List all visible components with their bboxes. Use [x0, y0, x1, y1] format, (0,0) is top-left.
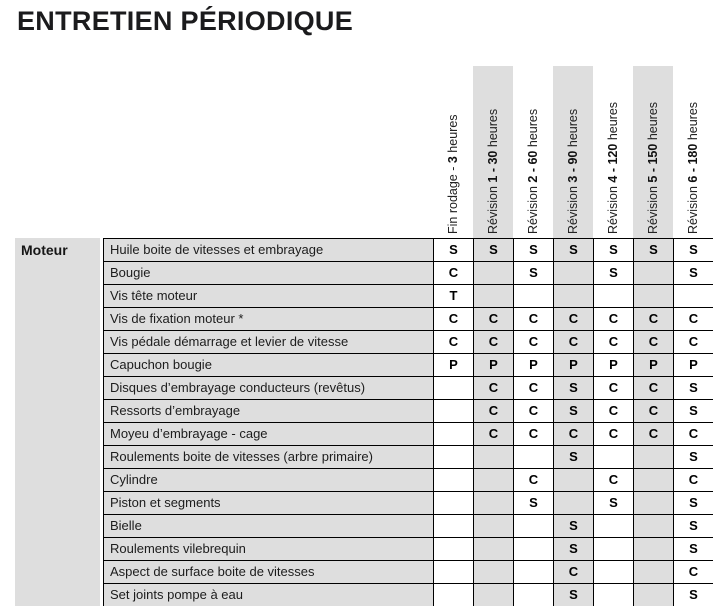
- interval-cell: [514, 561, 554, 584]
- interval-cell: P: [434, 354, 474, 377]
- page-title: ENTRETIEN PÉRIODIQUE: [17, 6, 354, 36]
- interval-cell: [554, 469, 594, 492]
- interval-cell: [634, 469, 674, 492]
- interval-cell: S: [554, 239, 594, 262]
- interval-cell: [474, 515, 514, 538]
- interval-cell: [474, 285, 514, 308]
- interval-cell: S: [674, 538, 713, 561]
- interval-cell: S: [674, 515, 713, 538]
- interval-cell: C: [634, 331, 674, 354]
- row-label: Piston et segments: [104, 492, 434, 515]
- interval-cell: S: [554, 584, 594, 606]
- row-label: Roulements vilebrequin: [104, 538, 434, 561]
- interval-cell: C: [674, 308, 713, 331]
- interval-cell: C: [514, 469, 554, 492]
- interval-cell: [474, 262, 514, 285]
- interval-cell: C: [634, 308, 674, 331]
- interval-cell: [514, 584, 554, 606]
- interval-cell: S: [674, 400, 713, 423]
- row-label: Roulements boite de vitesses (arbre primaire): [104, 446, 434, 469]
- interval-cell: [634, 538, 674, 561]
- interval-cell: C: [474, 331, 514, 354]
- interval-cell: [634, 584, 674, 606]
- row-label: Disques d’embrayage conducteurs (revêtus): [104, 377, 434, 400]
- column-header-text: Révision 1 - 30 heures: [486, 108, 500, 234]
- interval-cell: [634, 492, 674, 515]
- group-label: Moteur: [21, 242, 68, 258]
- interval-cell: [514, 446, 554, 469]
- interval-cell: [554, 285, 594, 308]
- column-header-text: Révision 2 - 60 heures: [526, 108, 540, 234]
- interval-cell: [514, 285, 554, 308]
- interval-cell: S: [674, 262, 713, 285]
- interval-cell: T: [434, 285, 474, 308]
- interval-cell: S: [674, 377, 713, 400]
- interval-cell: [594, 515, 634, 538]
- interval-cell: C: [474, 308, 514, 331]
- row-label: Bougie: [104, 262, 434, 285]
- interval-cell: [594, 285, 634, 308]
- interval-cell: [594, 446, 634, 469]
- interval-cell: S: [554, 446, 594, 469]
- interval-cell: [434, 584, 474, 606]
- column-header-text: Fin rodage - 3 heures: [446, 114, 460, 234]
- interval-cell: [434, 492, 474, 515]
- column-header-revision-5: [633, 66, 673, 238]
- row-label: Vis de fixation moteur *: [104, 308, 434, 331]
- row-label: Bielle: [104, 515, 434, 538]
- interval-cell: [634, 561, 674, 584]
- interval-cell: C: [434, 262, 474, 285]
- interval-cell: C: [514, 423, 554, 446]
- interval-cell: S: [594, 492, 634, 515]
- row-label: Huile boite de vitesses et embrayage: [104, 239, 434, 262]
- interval-cell: [434, 377, 474, 400]
- interval-cell: C: [674, 561, 713, 584]
- interval-cell: C: [594, 377, 634, 400]
- row-label: Vis pédale démarrage et levier de vitesse: [104, 331, 434, 354]
- interval-cell: C: [634, 377, 674, 400]
- column-header-text: Révision 6 - 180 heures: [686, 101, 700, 234]
- interval-cell: P: [514, 354, 554, 377]
- interval-cell: S: [514, 239, 554, 262]
- row-label: Set joints pompe à eau: [104, 584, 434, 606]
- row-label: Vis tête moteur: [104, 285, 434, 308]
- interval-cell: C: [594, 469, 634, 492]
- interval-cell: [634, 285, 674, 308]
- interval-cell: [514, 515, 554, 538]
- interval-cell: [634, 262, 674, 285]
- row-label: Aspect de surface boite de vitesses: [104, 561, 434, 584]
- interval-cell: [634, 446, 674, 469]
- interval-cell: [594, 538, 634, 561]
- interval-cell: S: [634, 239, 674, 262]
- interval-cell: [434, 400, 474, 423]
- group-column-moteur: [15, 238, 100, 606]
- interval-cell: P: [474, 354, 514, 377]
- interval-cell: C: [554, 331, 594, 354]
- interval-cell: C: [514, 331, 554, 354]
- interval-cell: C: [594, 331, 634, 354]
- interval-cell: [474, 492, 514, 515]
- interval-cell: S: [674, 239, 713, 262]
- row-label: Cylindre: [104, 469, 434, 492]
- interval-cell: S: [674, 492, 713, 515]
- interval-cell: C: [434, 308, 474, 331]
- interval-cell: C: [474, 400, 514, 423]
- column-header-revision-1: [473, 66, 513, 238]
- row-label: Moyeu d’embrayage - cage: [104, 423, 434, 446]
- interval-cell: C: [514, 308, 554, 331]
- interval-cell: [434, 515, 474, 538]
- interval-cell: [554, 262, 594, 285]
- interval-cell: S: [554, 377, 594, 400]
- column-header-revision-3: [553, 66, 593, 238]
- interval-cell: [474, 469, 514, 492]
- interval-cell: P: [594, 354, 634, 377]
- interval-cell: [434, 446, 474, 469]
- interval-cell: S: [674, 584, 713, 606]
- interval-cell: [434, 423, 474, 446]
- column-header-revision-4: [593, 66, 633, 238]
- interval-cell: C: [434, 331, 474, 354]
- interval-cell: [594, 584, 634, 606]
- interval-cell: S: [554, 515, 594, 538]
- interval-cell: S: [474, 239, 514, 262]
- interval-cell: C: [594, 308, 634, 331]
- interval-cell: [474, 538, 514, 561]
- interval-cell: [514, 538, 554, 561]
- interval-cell: P: [554, 354, 594, 377]
- row-label: Ressorts d’embrayage: [104, 400, 434, 423]
- interval-cell: C: [474, 423, 514, 446]
- column-header-text: Révision 3 - 90 heures: [566, 108, 580, 234]
- column-header-revision-2: [513, 66, 553, 238]
- interval-cell: S: [554, 400, 594, 423]
- interval-cell: S: [594, 262, 634, 285]
- interval-cell: C: [514, 377, 554, 400]
- interval-cell: C: [594, 423, 634, 446]
- interval-cell: C: [554, 308, 594, 331]
- interval-cell: [474, 561, 514, 584]
- interval-cell: [674, 285, 713, 308]
- column-header-fin-rodage: [433, 66, 473, 238]
- interval-cell: C: [634, 423, 674, 446]
- maintenance-table: [103, 238, 713, 606]
- column-header-revision-6: [673, 66, 713, 238]
- interval-cell: [474, 584, 514, 606]
- interval-cell: S: [554, 538, 594, 561]
- interval-cell: C: [594, 400, 634, 423]
- interval-cell: [554, 492, 594, 515]
- interval-cell: P: [634, 354, 674, 377]
- interval-cell: [434, 561, 474, 584]
- interval-cell: S: [514, 492, 554, 515]
- interval-cell: [474, 446, 514, 469]
- interval-cell: C: [514, 400, 554, 423]
- interval-cell: S: [514, 262, 554, 285]
- interval-cell: C: [674, 469, 713, 492]
- interval-cell: C: [554, 561, 594, 584]
- interval-cell: C: [674, 331, 713, 354]
- interval-cell: C: [474, 377, 514, 400]
- interval-cell: [434, 469, 474, 492]
- column-header-text: Révision 4 - 120 heures: [606, 101, 620, 234]
- interval-cell: [634, 515, 674, 538]
- interval-cell: S: [594, 239, 634, 262]
- interval-cell: C: [634, 400, 674, 423]
- interval-cell: S: [674, 446, 713, 469]
- interval-cell: [434, 538, 474, 561]
- interval-cell: S: [434, 239, 474, 262]
- interval-cell: [594, 561, 634, 584]
- row-label: Capuchon bougie: [104, 354, 434, 377]
- interval-cell: C: [674, 423, 713, 446]
- interval-cell: C: [554, 423, 594, 446]
- column-header-text: Révision 5 - 150 heures: [646, 101, 660, 234]
- interval-cell: P: [674, 354, 713, 377]
